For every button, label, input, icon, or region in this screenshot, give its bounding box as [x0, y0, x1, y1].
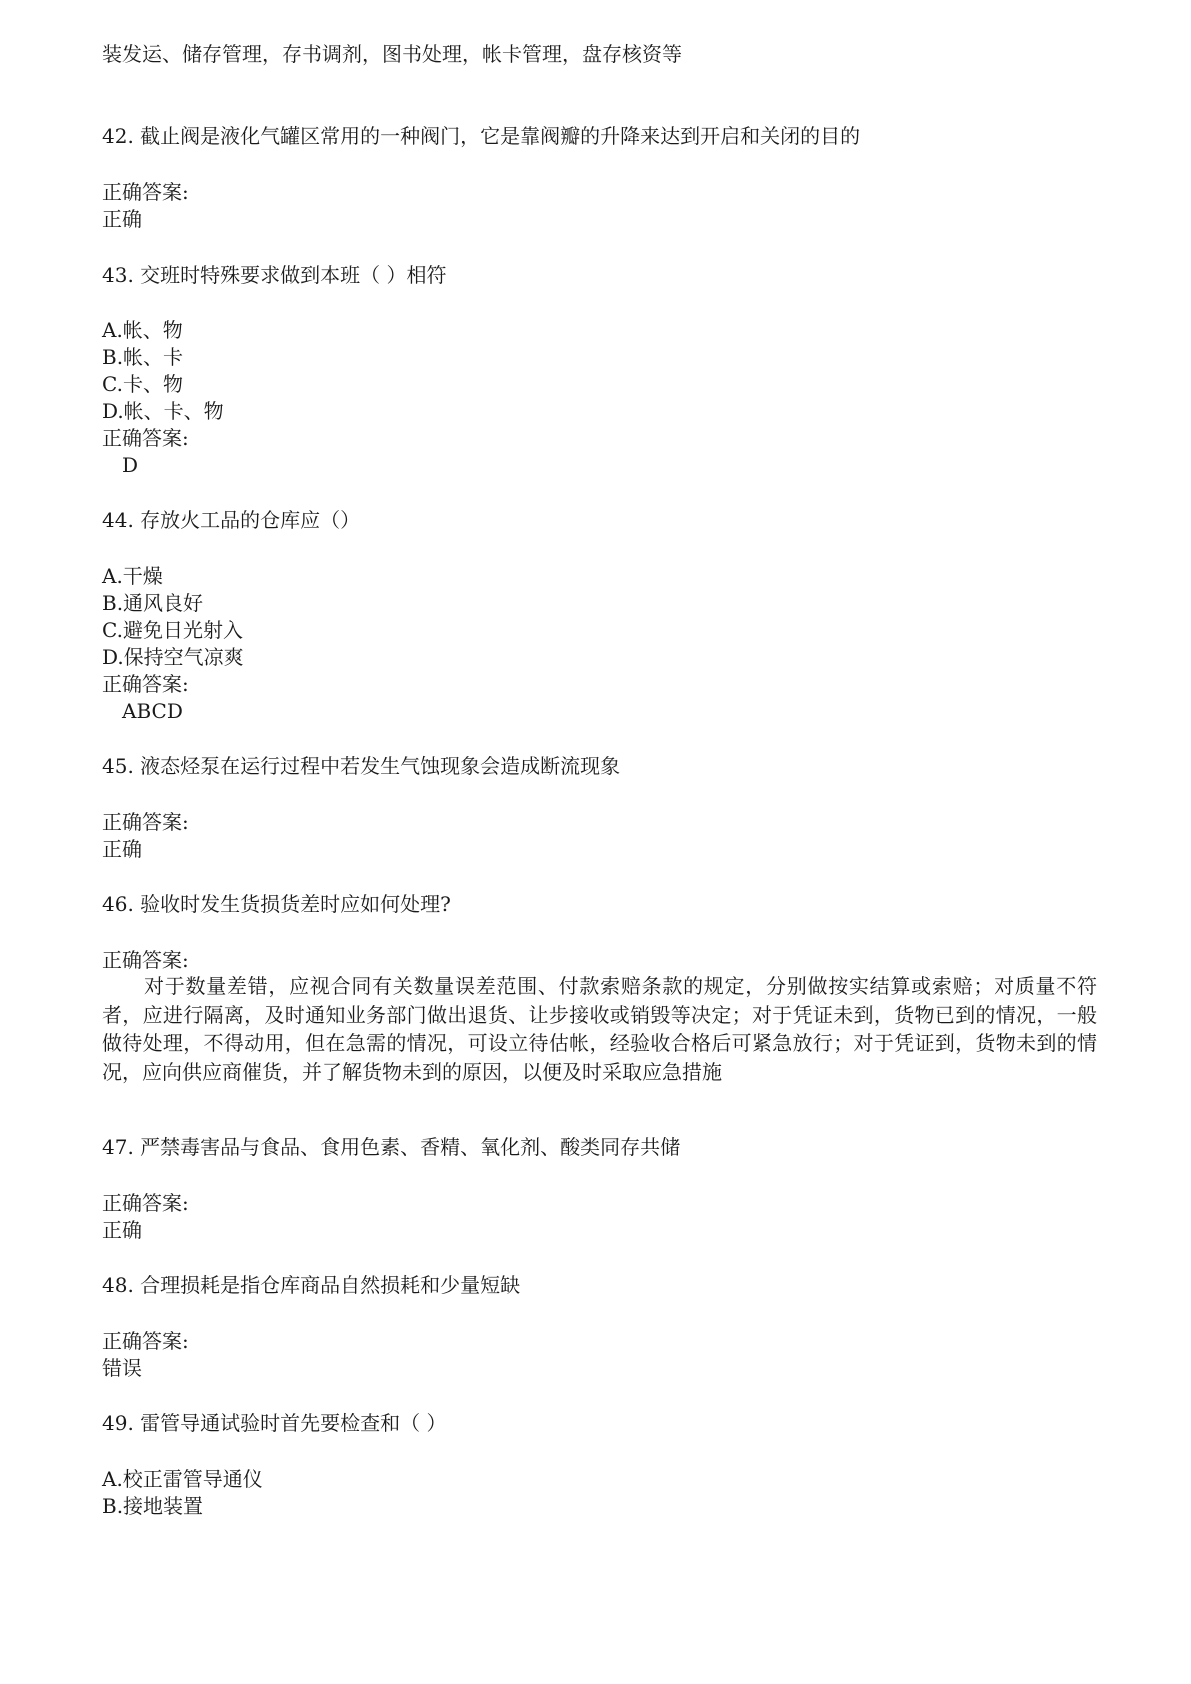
question-46: 46. 验收时发生货损货差时应如何处理?	[102, 892, 451, 916]
intro-line: 装发运、储存管理，存书调剂，图书处理，帐卡管理，盘存核资等	[102, 42, 682, 66]
option-44-c: C.避免日光射入	[102, 618, 243, 642]
answer-44: ABCD	[122, 699, 183, 723]
option-44-b: B.通风良好	[102, 591, 204, 615]
answer-47: 正确	[102, 1218, 142, 1242]
answer-label-45: 正确答案:	[102, 810, 189, 834]
option-43-d: D.帐、卡、物	[102, 399, 224, 423]
answer-label-44: 正确答案:	[102, 672, 189, 696]
answer-label-46: 正确答案:	[102, 948, 189, 972]
question-44: 44. 存放火工品的仓库应（）	[102, 508, 361, 532]
question-47: 47. 严禁毒害品与食品、食用色素、香精、氧化剂、酸类同存共储	[102, 1135, 681, 1159]
answer-label-42: 正确答案:	[102, 180, 189, 204]
option-43-c: C.卡、物	[102, 372, 183, 396]
option-49-b: B.接地装置	[102, 1494, 204, 1518]
answer-46: 对于数量差错，应视合同有关数量误差范围、付款索赔条款的规定，分别做按实结算或索赔；对质量不符者，应进行隔离，及时通知业务部门做出退货、让步接收或销毁等决定；对于凭证未到，货物已到的情况，一般做待处理，不得动用，但在急需的情况，可设立待估帐，经验收合格后可紧急放行；对于凭证到，货物未到的情况，应向供应商催货，并了解货物未到的原因，以便及时采取应急措施	[102, 974, 1097, 1084]
option-43-b: B.帐、卡	[102, 345, 184, 369]
answer-label-43: 正确答案:	[102, 426, 189, 450]
answer-label-47: 正确答案:	[102, 1191, 189, 1215]
option-49-a: A.校正雷管导通仪	[102, 1467, 263, 1491]
question-48: 48. 合理损耗是指仓库商品自然损耗和少量短缺	[102, 1273, 521, 1297]
answer-43: D	[122, 453, 139, 477]
question-49: 49. 雷管导通试验时首先要检查和（ ）	[102, 1411, 447, 1435]
answer-45: 正确	[102, 837, 142, 861]
answer-label-48: 正确答案:	[102, 1329, 189, 1353]
option-44-a: A.干燥	[102, 564, 163, 588]
question-42: 42. 截止阀是液化气罐区常用的一种阀门，它是靠阀瓣的升降来达到开启和关闭的目的	[102, 124, 861, 148]
option-43-a: A.帐、物	[102, 318, 183, 342]
question-43: 43. 交班时特殊要求做到本班（ ）相符	[102, 263, 447, 287]
answer-42: 正确	[102, 207, 142, 231]
answer-48: 错误	[102, 1356, 142, 1380]
question-45: 45. 液态烃泵在运行过程中若发生气蚀现象会造成断流现象	[102, 754, 621, 778]
option-44-d: D.保持空气凉爽	[102, 645, 244, 669]
